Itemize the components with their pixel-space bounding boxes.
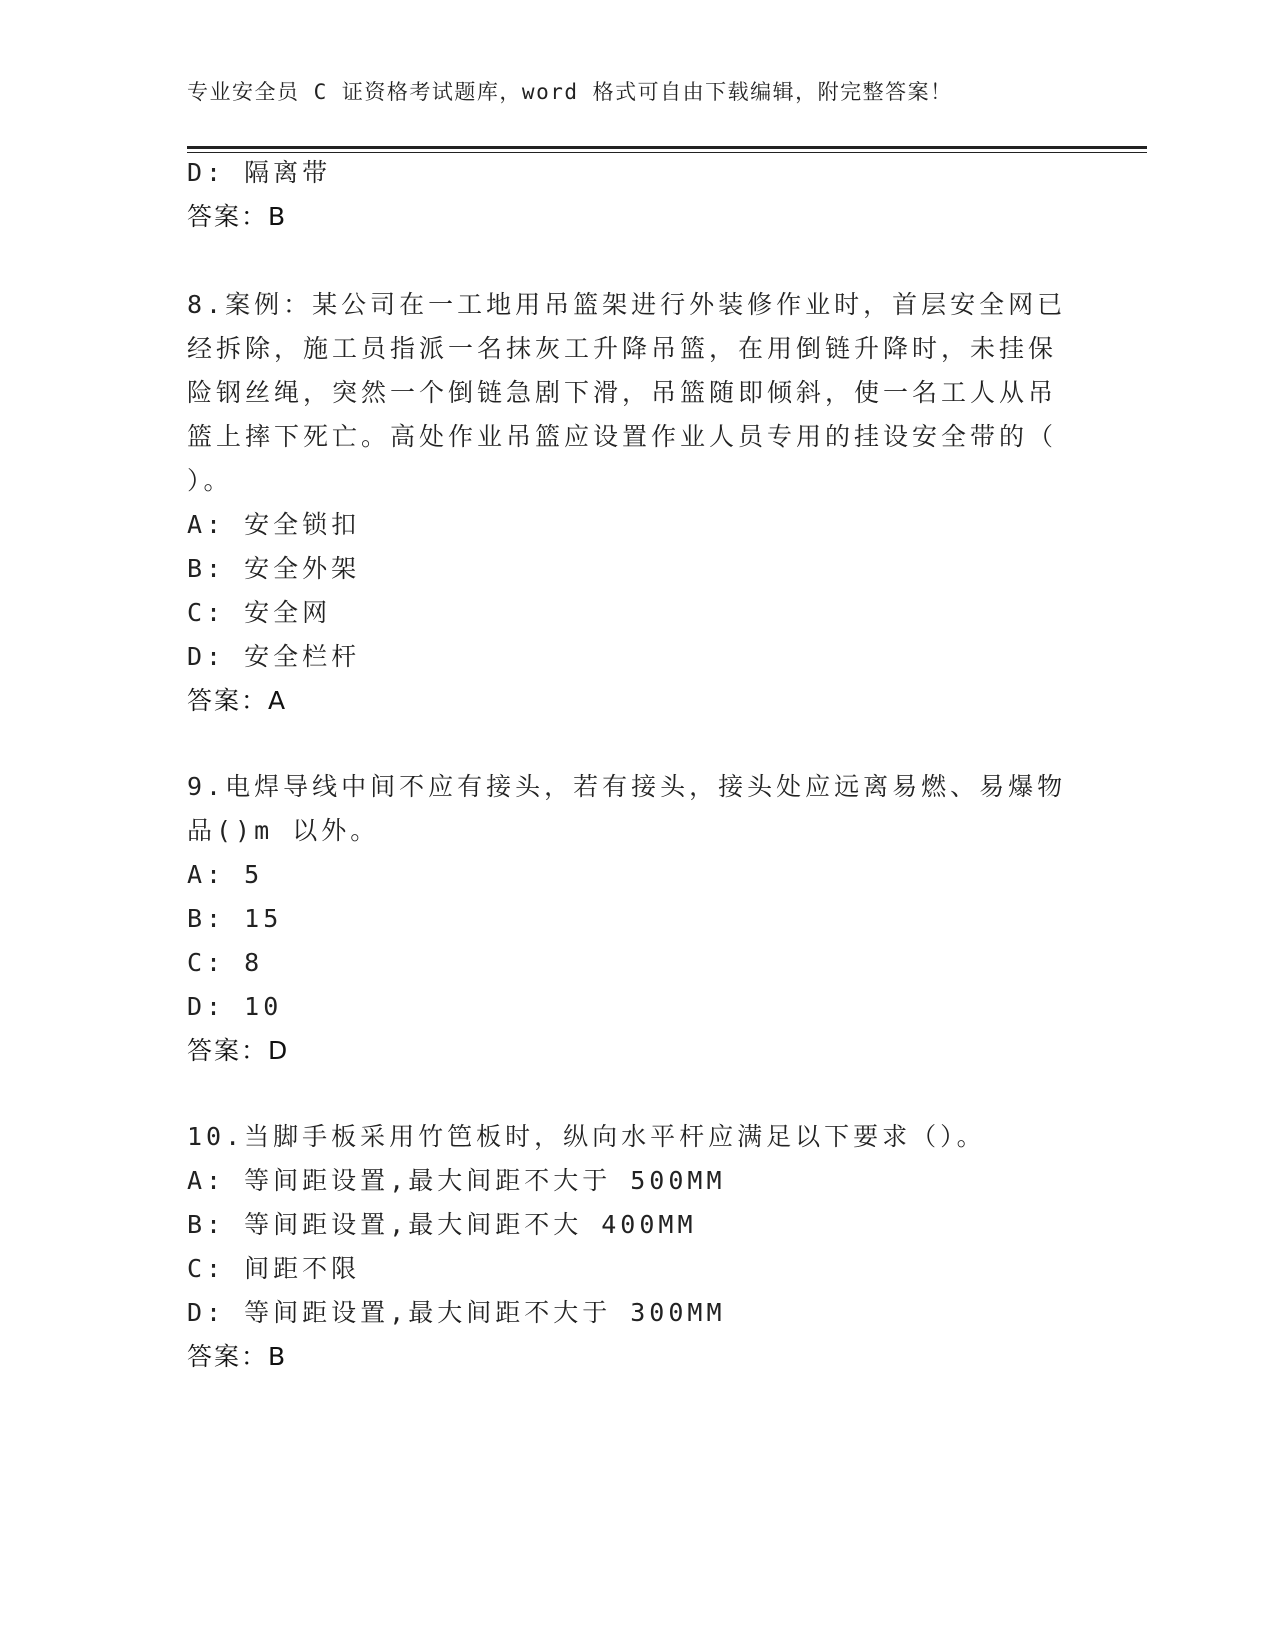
header-rule-thick xyxy=(187,146,1147,149)
q8-text-line-1: 8.案例：某公司在一工地用吊篮架进行外装修作业时，首层安全网已 xyxy=(187,290,1067,319)
q8-option-c: C: 安全网 xyxy=(187,598,332,627)
q8-answer: 答案：A xyxy=(187,686,288,715)
q10-answer: 答案：B xyxy=(187,1342,288,1371)
prev-option-d: D: 隔离带 xyxy=(187,158,332,187)
q8-option-d: D: 安全栏杆 xyxy=(187,642,361,671)
q9-text-line-1: 9.电焊导线中间不应有接头，若有接头，接头处应远离易燃、易爆物 xyxy=(187,772,1067,801)
q10-text-line-1: 10.当脚手板采用竹笆板时，纵向水平杆应满足以下要求（）。 xyxy=(187,1122,986,1151)
q10-option-a: A: 等间距设置,最大间距不大于 500MM xyxy=(187,1166,726,1195)
q9-option-d: D: 10 xyxy=(187,992,283,1021)
q9-option-c: C: 8 xyxy=(187,948,264,977)
q8-text-line-2: 经拆除，施工员指派一名抹灰工升降吊篮，在用倒链升降时，未挂保 xyxy=(187,334,1058,363)
q10-option-d: D: 等间距设置,最大间距不大于 300MM xyxy=(187,1298,726,1327)
page-header: 专业安全员 C 证资格考试题库，word 格式可自由下载编辑，附完整答案！ xyxy=(187,80,953,104)
q8-text-line-3: 险钢丝绳，突然一个倒链急剧下滑，吊篮随即倾斜，使一名工人从吊 xyxy=(187,378,1058,407)
prev-answer: 答案：B xyxy=(187,202,288,231)
q9-text-line-2: 品()m 以外。 xyxy=(187,816,380,845)
q10-option-c: C: 间距不限 xyxy=(187,1254,361,1283)
q8-text-line-4: 篮上摔下死亡。高处作业吊篮应设置作业人员专用的挂设安全带的（ xyxy=(187,422,1058,451)
q9-option-a: A: 5 xyxy=(187,860,264,889)
q9-answer: 答案：D xyxy=(187,1036,290,1065)
q8-option-b: B: 安全外架 xyxy=(187,554,361,583)
q9-option-b: B: 15 xyxy=(187,904,283,933)
q8-text-line-5: ）。 xyxy=(187,466,233,495)
q8-option-a: A: 安全锁扣 xyxy=(187,510,361,539)
q10-option-b: B: 等间距设置,最大间距不大 400MM xyxy=(187,1210,697,1239)
header-rule-thin xyxy=(187,152,1147,153)
